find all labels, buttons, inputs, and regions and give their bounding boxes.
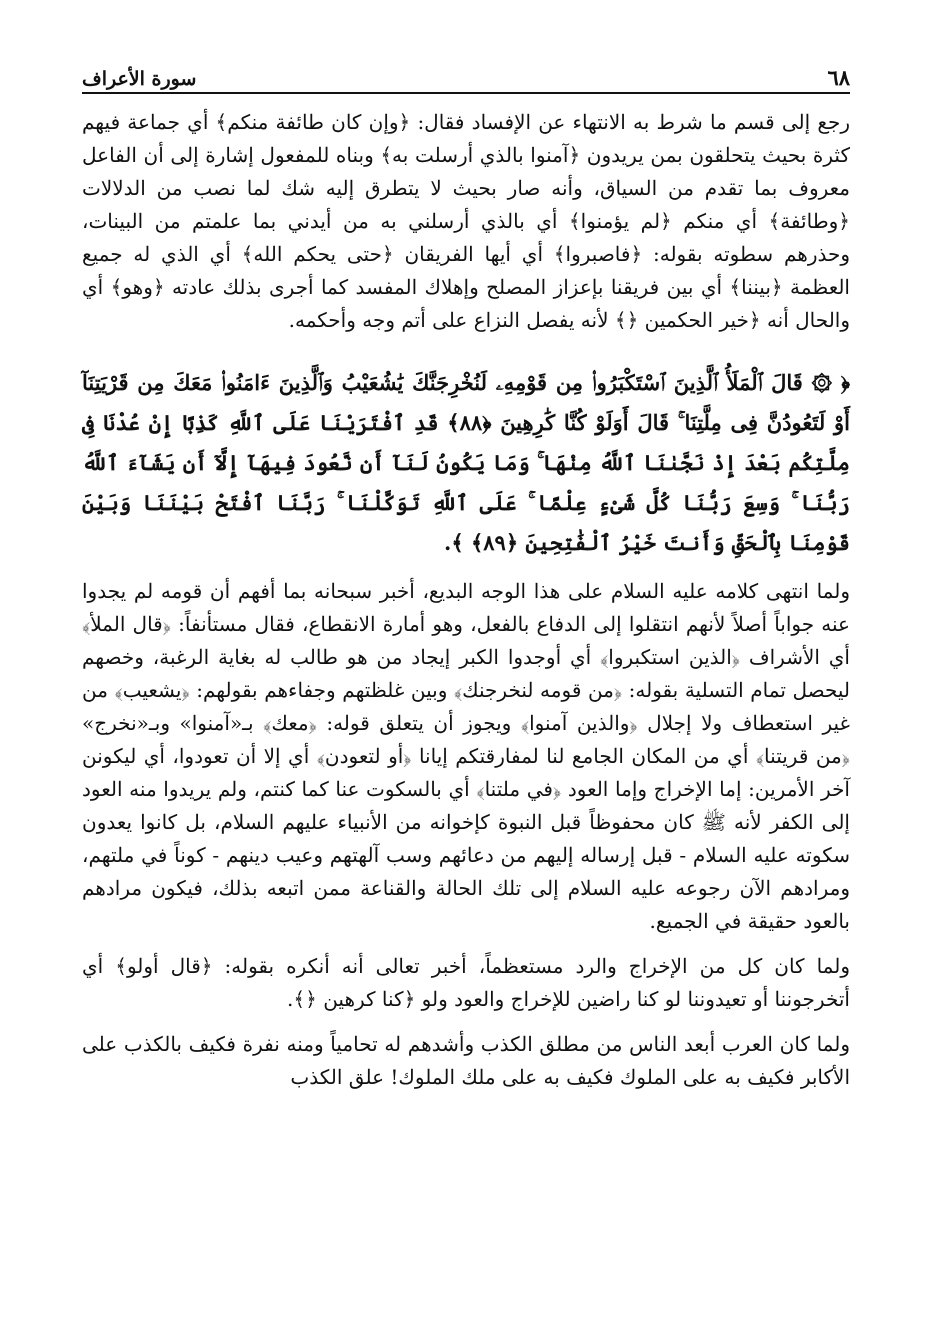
tafsir-paragraph-4: ولما كان العرب أبعد الناس من مطلق الكذب وأشدهم له تحامياً ومنه نفرة فكيف بالكذب على الأكابر فكيف به على الملوك فكيف به على ملك الملوك! علق الكذب <box>82 1032 850 1089</box>
page-number: ٦٨ <box>827 65 850 90</box>
page-body <box>82 106 850 1094</box>
tafsir-paragraph-2: ولما انتهى كلامه عليه السلام على هذا الوجه البديع، أخبر سبحانه بما أفهم أن قومه لم يجدوا عنه جواباً أصلاً لأنهم انتقلوا إلى الدفاع بالفعل، وهو أمارة الانقطاع، فقال مستأنفاً: ﴿قال الملأ﴾ أي الأشراف ﴿الذين استكبروا﴾ أي أوجدوا الكبر إيجاد من هو طالب له بغاية الرغبة، وخصهم ليحصل تمام التسلية بقوله: ﴿من قومه لنخرجنك﴾ وبين غلظتهم وجفاءهم بقولهم: ﴿يشعيب﴾ من غير استعطاف ولا إجلال ﴿والذين آمنوا﴾ ويجوز أن يتعلق قوله: ﴿معك﴾ بـ«آمنوا» وبـ«نخرج» ﴿من قريتنا﴾ أي من المكان الجامع لنا لمفارقتكم إيانا ﴿أو لتعودن﴾ أي إلا أن تعودوا، أي ليكونن آخر الأمرين: إما الإخراج وإما العود ﴿في ملتنا﴾ أي بالسكوت عنا كما كنتم، ولم يريدوا منه العود إلى الكفر لأنه ﷺ كان محفوظاً قبل النبوة كإخوانه من الأنبياء عليهم السلام، بل كانوا يعدون سكوته عليه السلام - قبل إرساله إليهم من دعائهم وسب آلهتهم وعيب دينهم - كوناً في ملتهم، ومرادهم الآن رجوعه عليه السلام إلى تلك الحالة والقناعة ممن اتبعه بذلك، فيكون مرادهم بالعود حقيقة في الجميع. <box>82 579 850 933</box>
quran-verse-block: ﴿ ۞ قَالَ ٱلْمَلَأُ ٱلَّذِينَ ٱسْتَكْبَرُوا۟ مِن قَوْمِهِۦ لَنُخْرِجَنَّكَ يَٰشُعَيْبُ وَٱلَّذِينَ ءَامَنُوا۟ مَعَكَ مِن قَرْيَتِنَآ أَوْ لَتَعُودُنَّ فِى مِلَّتِنَا ۚ قَالَ أَوَلَوْ كُنَّا كَٰرِهِينَ ﴿٨٨﴾ قَدِ ٱفْتَرَيْنَا عَلَى ٱللَّهِ كَذِبًا إِنْ عُدْنَا فِى مِلَّتِكُم بَعْدَ إِذْ نَجَّىٰنَا ٱللَّهُ مِنْهَا ۚ وَمَا يَكُونُ لَنَآ أَن نَّعُودَ فِيهَآ إِلَّآ أَن يَشَآءَ ٱللَّهُ رَبُّنَا ۚ وَسِعَ رَبُّنَا كُلَّ شَىْءٍ عِلْمًا ۚ عَلَى ٱللَّهِ تَوَكَّلْنَا ۚ رَبَّنَا ٱفْتَحْ بَيْنَنَا وَبَيْنَ قَوْمِنَا بِٱلْحَقِّ وَأَنتَ خَيْرُ ٱلْفَٰتِحِينَ ﴿٨٩﴾ ﴾. <box>82 370 850 555</box>
tafsir-paragraph-1: رجع إلى قسم ما شرط به الانتهاء عن الإفساد فقال: ﴿وإن كان طائفة منكم﴾ أي جماعة فيهم كثرة بحيث يتحلقون بمن يريدون ﴿آمنوا بالذي أرسلت به﴾ وبناه للمفعول إشارة إلى أن الفاعل معروف بما تقدم من السياق، وأنه صار بحيث لا يتطرق إليه شك لما نصب من الدلالات ﴿وطائفة﴾ أي منكم ﴿لم يؤمنوا﴾ أي بالذي أرسلني به من أيدني بما علمتم من البينات، وحذرهم سطوته بقوله: ﴿فاصبروا﴾ أي أيها الفريقان ﴿حتى يحكم الله﴾ أي الذي له جميع العظمة ﴿بيننا﴾ أي بين فريقنا بإعزاز المصلح وإهلاك المفسد كما أجرى بذلك عادته ﴿وهو﴾ أي والحال أنه ﴿خير الحكمين ﴿﴾ لأنه يفصل النزاع على أتم وجه وأحكمه. <box>82 110 850 332</box>
surah-title: سورة الأعراف <box>82 68 197 90</box>
tafsir-paragraph-3: ولما كان كل من الإخراج والرد مستعظماً، أخبر تعالى أنه أنكره بقوله: ﴿قال أولو﴾ أي أتخرجوننا أو تعيدوننا لو كنا راضين للإخراج والعود ولو ﴿كنا كرهين ﴿﴾. <box>82 954 850 1011</box>
header-rule <box>82 92 850 94</box>
page-header <box>82 60 850 90</box>
